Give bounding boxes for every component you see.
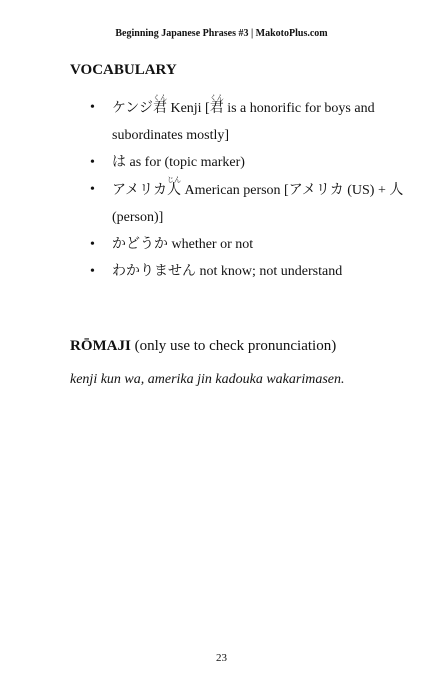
romaji-subtitle: (only use to check pronunciation) xyxy=(130,338,337,354)
romaji-heading xyxy=(70,338,336,355)
vocab-note: American person [アメリカ (US) + 人 (person)] xyxy=(112,183,404,225)
vocab-meaning: Kenji [ xyxy=(166,101,210,116)
romaji-sentence: kenji kun wa, amerika jin kadouka wakarimasen. xyxy=(70,372,345,387)
list-item xyxy=(90,94,410,149)
furigana-word: 人じん xyxy=(167,176,182,198)
vocabulary-list xyxy=(90,94,410,285)
vocab-term: ケンジ xyxy=(112,101,153,116)
vocabulary-heading: VOCABULARY xyxy=(70,62,177,78)
furigana-word: 君くん xyxy=(152,94,167,116)
vocab-entry: かどうか whether or not xyxy=(112,237,254,252)
list-item xyxy=(90,149,410,176)
furigana-word: 君くん xyxy=(209,94,224,116)
vocab-term: アメリカ xyxy=(112,183,168,198)
vocab-entry: わかりません not know; not understand xyxy=(112,264,343,279)
list-item xyxy=(90,258,410,285)
vocab-note: is a honorific for boys and subordinates mostly] xyxy=(112,101,375,143)
romaji-title: RŌMAJI xyxy=(70,338,131,354)
list-item xyxy=(90,231,410,258)
vocab-entry: は as for (topic marker) xyxy=(112,155,245,170)
page-number: 23 xyxy=(216,652,227,664)
list-item xyxy=(90,176,410,231)
page-header: Beginning Japanese Phrases #3 | MakotoPlus.com xyxy=(115,28,328,39)
